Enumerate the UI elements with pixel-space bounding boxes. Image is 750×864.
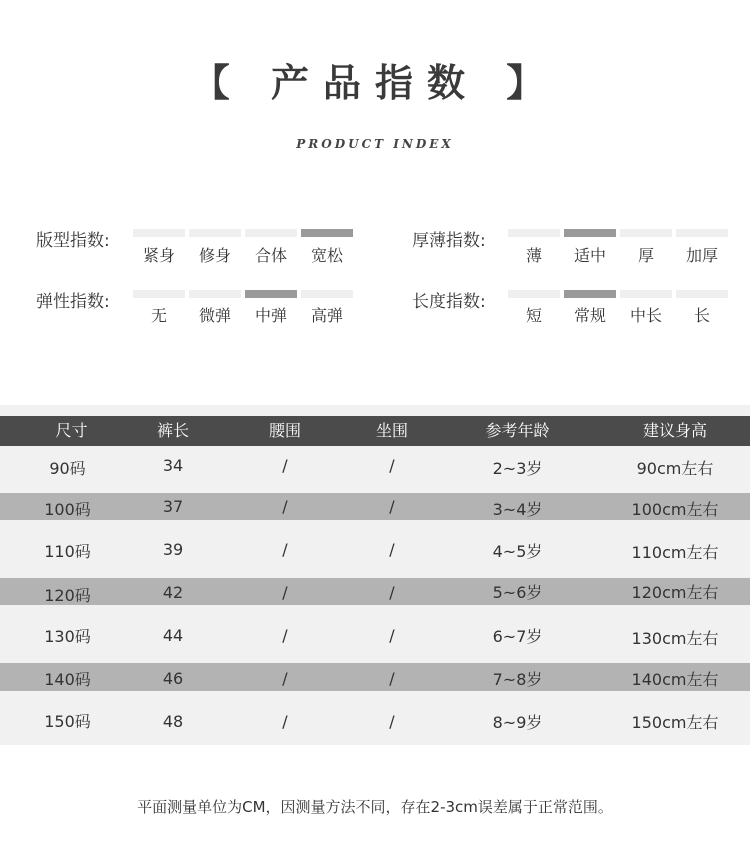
elasticity-index-bar-3-selected (245, 290, 297, 298)
fit-option: 宽松 (310, 246, 343, 265)
cell-age: 5~6岁 (492, 583, 543, 602)
cell-size: 120码 (44, 586, 91, 605)
cell-waist: / (282, 497, 288, 516)
table-row (0, 605, 750, 662)
length-index-bar-1 (508, 290, 560, 298)
cell-waist: / (282, 712, 288, 731)
cell-hip: / (389, 626, 395, 645)
cell-height: 110cm左右 (631, 543, 719, 562)
table-row (0, 691, 750, 745)
cell-height: 90cm左右 (636, 459, 714, 478)
cell-hip: / (389, 540, 395, 559)
thickness-index-bar-2-selected (564, 229, 616, 237)
fit-option: 合体 (254, 246, 287, 265)
cell-age: 3~4岁 (492, 500, 543, 519)
cell-waist: / (282, 583, 288, 602)
cell-height: 100cm左右 (631, 500, 719, 519)
cell-height: 140cm左右 (631, 670, 719, 689)
cell-pants-length: 39 (162, 540, 184, 559)
cell-pants-length: 44 (162, 626, 184, 645)
elasticity-index-label: 弹性指数: (36, 292, 110, 312)
elasticity-option: 中弹 (254, 306, 287, 325)
table-row (0, 447, 750, 490)
cell-age: 7~8岁 (492, 670, 543, 689)
cell-size: 150码 (44, 712, 91, 731)
fit-option: 修身 (198, 246, 231, 265)
length-index-bar-3 (620, 290, 672, 298)
cell-height: 150cm左右 (631, 713, 719, 732)
cell-pants-length: 46 (162, 669, 184, 688)
length-option: 短 (525, 306, 542, 325)
header-pants-length: 裤长 (156, 421, 189, 440)
thickness-option: 适中 (573, 246, 606, 265)
measurement-note: 平面测量单位为CM，因测量方法不同，存在2-3cm误差属于正常范围。 (137, 798, 613, 816)
header-waist: 腰围 (268, 421, 301, 440)
elasticity-index-bar-4 (301, 290, 353, 298)
page-title: 【 产品指数 】 (191, 61, 559, 105)
header-age: 参考年龄 (485, 421, 550, 440)
cell-age: 6~7岁 (492, 627, 543, 646)
cell-hip: / (389, 712, 395, 731)
cell-size: 140码 (44, 670, 91, 689)
fit-index-bar-1 (133, 229, 185, 237)
cell-size: 110码 (44, 542, 91, 561)
fit-index-bar-2 (189, 229, 241, 237)
cell-waist: / (282, 626, 288, 645)
cell-height: 120cm左右 (631, 583, 719, 602)
table-row (0, 578, 750, 605)
cell-hip: / (389, 583, 395, 602)
cell-waist: / (282, 540, 288, 559)
cell-pants-length: 34 (162, 456, 184, 475)
header-size: 尺寸 (55, 421, 88, 440)
elasticity-index-bar-2 (189, 290, 241, 298)
thickness-index-bar-3 (620, 229, 672, 237)
table-row (0, 663, 750, 691)
thickness-option: 加厚 (685, 246, 718, 265)
length-option: 常规 (573, 306, 606, 325)
fit-option: 紧身 (142, 246, 175, 265)
length-index-bar-4 (676, 290, 728, 298)
cell-pants-length: 42 (162, 583, 184, 602)
cell-pants-length: 48 (162, 712, 184, 731)
page-subtitle: PRODUCT INDEX (296, 137, 454, 151)
length-option: 中长 (629, 306, 662, 325)
length-index-label: 长度指数: (412, 292, 486, 312)
fit-index-bar-4-selected (301, 229, 353, 237)
elasticity-option: 微弹 (198, 306, 231, 325)
length-index-bar-2-selected (564, 290, 616, 298)
table-row (0, 520, 750, 576)
cell-age: 8~9岁 (492, 713, 543, 732)
thickness-option: 薄 (525, 246, 542, 265)
cell-height: 130cm左右 (631, 629, 719, 648)
fit-index-label: 版型指数: (36, 231, 110, 251)
cell-size: 130码 (44, 627, 91, 646)
cell-hip: / (389, 669, 395, 688)
header-hip: 坐围 (375, 421, 408, 440)
elasticity-option: 高弹 (310, 306, 343, 325)
cell-pants-length: 37 (162, 497, 184, 516)
thickness-index-label: 厚薄指数: (412, 231, 486, 251)
cell-size: 90码 (49, 459, 86, 478)
cell-hip: / (389, 456, 395, 475)
thickness-option: 厚 (637, 246, 654, 265)
cell-size: 100码 (44, 500, 91, 519)
header-height: 建议身高 (642, 421, 707, 440)
thickness-index-bar-4 (676, 229, 728, 237)
length-option: 长 (693, 306, 710, 325)
cell-waist: / (282, 456, 288, 475)
cell-waist: / (282, 669, 288, 688)
elasticity-option: 无 (150, 306, 167, 325)
table-row (0, 493, 750, 520)
size-table-header (0, 416, 750, 446)
fit-index-bar-3 (245, 229, 297, 237)
cell-age: 2~3岁 (492, 459, 543, 478)
elasticity-index-bar-1 (133, 290, 185, 298)
cell-hip: / (389, 497, 395, 516)
thickness-index-bar-1 (508, 229, 560, 237)
cell-age: 4~5岁 (492, 542, 543, 561)
